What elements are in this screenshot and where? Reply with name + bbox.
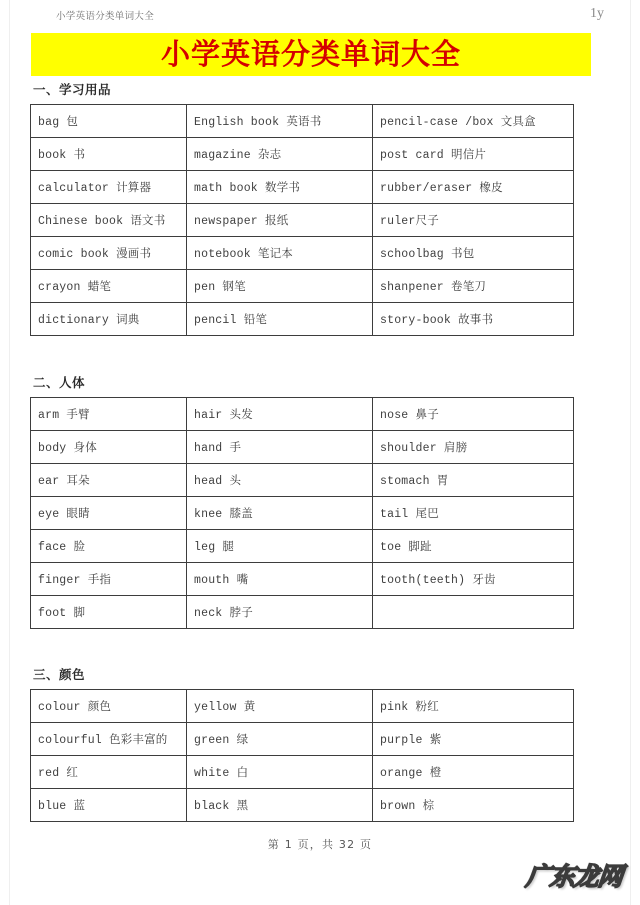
word-cell: eye 眼睛 xyxy=(31,497,187,530)
section-colours xyxy=(30,665,573,822)
running-header-page-mark: 1y xyxy=(590,6,604,21)
word-table-body xyxy=(31,690,574,822)
word-cell: hand 手 xyxy=(187,431,373,464)
word-cell: ruler尺子 xyxy=(373,204,574,237)
table-row xyxy=(31,530,574,563)
table-row xyxy=(31,237,574,270)
word-cell: leg 腿 xyxy=(187,530,373,563)
word-cell: white 白 xyxy=(187,756,373,789)
word-cell: pen 钢笔 xyxy=(187,270,373,303)
word-cell: ear 耳朵 xyxy=(31,464,187,497)
title-banner xyxy=(31,33,591,76)
section-human-body xyxy=(30,373,573,629)
word-cell: colourful 色彩丰富的 xyxy=(31,723,187,756)
word-cell: toe 脚趾 xyxy=(373,530,574,563)
page-number-label: 第 1 页，共 32 页 xyxy=(267,838,373,851)
word-cell: knee 膝盖 xyxy=(187,497,373,530)
table-row xyxy=(31,789,574,822)
word-cell: pencil-case /box 文具盒 xyxy=(373,105,574,138)
word-cell: calculator 计算器 xyxy=(31,171,187,204)
word-cell: head 头 xyxy=(187,464,373,497)
word-cell: bag 包 xyxy=(31,105,187,138)
section-heading: 一、学习用品 xyxy=(33,82,112,97)
table-row xyxy=(31,303,574,336)
word-cell: nose 鼻子 xyxy=(373,398,574,431)
word-cell: schoolbag 书包 xyxy=(373,237,574,270)
page-edge-right xyxy=(630,0,631,905)
word-cell: tooth(teeth) 牙齿 xyxy=(373,563,574,596)
word-cell: tail 尾巴 xyxy=(373,497,574,530)
word-cell: stomach 胃 xyxy=(373,464,574,497)
section-heading: 三、颜色 xyxy=(33,667,86,682)
word-cell: English book 英语书 xyxy=(187,105,373,138)
word-cell: colour 颜色 xyxy=(31,690,187,723)
word-cell: finger 手指 xyxy=(31,563,187,596)
page-edge-left xyxy=(9,0,10,905)
table-row xyxy=(31,270,574,303)
word-table xyxy=(30,397,574,629)
page-title: 小学英语分类单词大全 xyxy=(160,37,461,71)
running-header-title: 小学英语分类单词大全 xyxy=(56,11,155,22)
table-row xyxy=(31,171,574,204)
table-row xyxy=(31,756,574,789)
word-cell: story-book 故事书 xyxy=(373,303,574,336)
word-cell: pink 粉红 xyxy=(373,690,574,723)
word-cell: dictionary 词典 xyxy=(31,303,187,336)
table-row xyxy=(31,690,574,723)
word-cell: hair 头发 xyxy=(187,398,373,431)
word-cell: shanpener 卷笔刀 xyxy=(373,270,574,303)
word-cell: mouth 嘴 xyxy=(187,563,373,596)
table-row xyxy=(31,464,574,497)
running-header xyxy=(30,8,610,26)
word-cell: arm 手臂 xyxy=(31,398,187,431)
word-cell: Chinese book 语文书 xyxy=(31,204,187,237)
word-cell: post card 明信片 xyxy=(373,138,574,171)
word-cell xyxy=(373,596,574,629)
word-cell: red 红 xyxy=(31,756,187,789)
word-cell: blue 蓝 xyxy=(31,789,187,822)
word-cell: newspaper 报纸 xyxy=(187,204,373,237)
section-study-supplies xyxy=(30,80,573,336)
table-row xyxy=(31,497,574,530)
word-cell: comic book 漫画书 xyxy=(31,237,187,270)
table-row xyxy=(31,563,574,596)
word-cell: face 脸 xyxy=(31,530,187,563)
word-cell: neck 脖子 xyxy=(187,596,373,629)
word-cell: crayon 蜡笔 xyxy=(31,270,187,303)
word-table xyxy=(30,689,574,822)
word-cell: orange 橙 xyxy=(373,756,574,789)
word-cell: magazine 杂志 xyxy=(187,138,373,171)
word-cell: brown 棕 xyxy=(373,789,574,822)
word-table-body xyxy=(31,105,574,336)
word-table-body xyxy=(31,398,574,629)
site-watermark: 广东龙网 xyxy=(524,862,624,891)
table-row xyxy=(31,596,574,629)
table-row xyxy=(31,138,574,171)
word-cell: yellow 黄 xyxy=(187,690,373,723)
word-cell: notebook 笔记本 xyxy=(187,237,373,270)
section-heading: 二、人体 xyxy=(33,375,86,390)
word-cell: shoulder 肩膀 xyxy=(373,431,574,464)
word-cell: body 身体 xyxy=(31,431,187,464)
word-cell: book 书 xyxy=(31,138,187,171)
table-row xyxy=(31,431,574,464)
word-cell: foot 脚 xyxy=(31,596,187,629)
word-cell: green 绿 xyxy=(187,723,373,756)
table-row xyxy=(31,105,574,138)
table-row xyxy=(31,723,574,756)
page-footer xyxy=(0,835,640,853)
word-table xyxy=(30,104,574,336)
word-cell: purple 紫 xyxy=(373,723,574,756)
word-cell: pencil 铅笔 xyxy=(187,303,373,336)
word-cell: black 黑 xyxy=(187,789,373,822)
table-row xyxy=(31,398,574,431)
word-cell: math book 数学书 xyxy=(187,171,373,204)
word-cell: rubber/eraser 橡皮 xyxy=(373,171,574,204)
table-row xyxy=(31,204,574,237)
